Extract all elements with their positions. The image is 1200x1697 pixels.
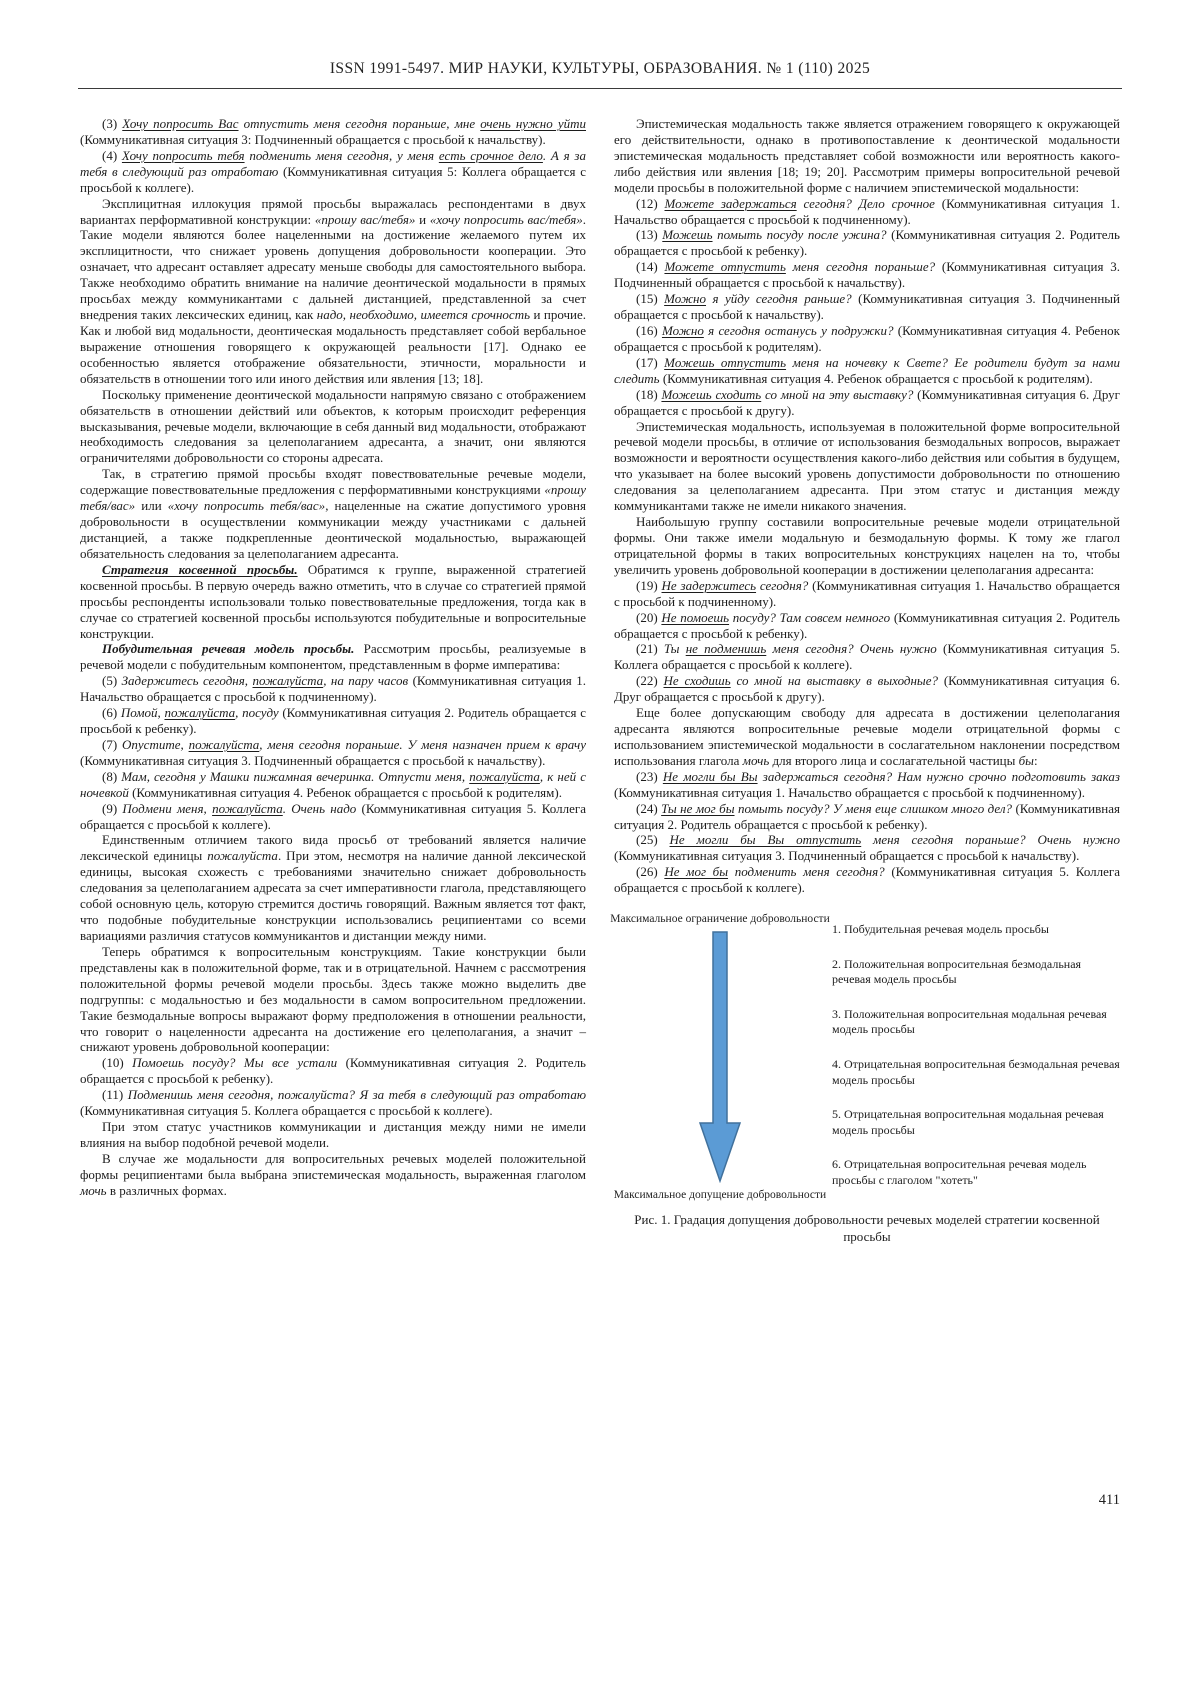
text-run: помыть посуду после ужина?: [712, 227, 887, 243]
text-run: Не могли бы Вы отпустить: [669, 832, 862, 848]
text-run: Задержитесь сегодня,: [121, 673, 253, 689]
text-run: мочь: [80, 1182, 107, 1198]
text-run: (Коммуникативная ситуация 2. Родитель обращается с просьбой к ребенку).: [614, 800, 1120, 832]
text-run: (16): [636, 322, 662, 338]
paragraph: [614, 832, 1120, 864]
text-run: (Коммуникативная ситуация 3. Подчиненный обращается с просьбой к начальству).: [80, 752, 546, 768]
text-run: Поскольку применение деонтической модальности напрямую связано с отображением обязательств в отношении действий или объектов, к которым происходит референция высказывания, речевые модели, включающие в себя данный вид модальности, отображают необходимость следования за целеполаганием адресанта, а значит, они являются ограничителями добровольности со стороны адресата.: [80, 386, 586, 466]
text-run: Стратегия косвенной просьбы.: [102, 561, 298, 577]
text-run: (11): [102, 1087, 128, 1103]
figure-bottom-label: Максимальное допущение добровольности: [613, 1189, 827, 1202]
paragraph: [614, 641, 1120, 673]
text-run: Можешь: [662, 227, 713, 243]
paragraph: [80, 1087, 586, 1119]
text-run: Не могли бы Вы: [662, 768, 758, 784]
paragraph: [614, 387, 1120, 419]
text-run: (20): [636, 609, 662, 625]
header-divider: [78, 88, 1122, 89]
text-run: (15): [636, 291, 665, 307]
text-run: посуду? Там совсем немного: [729, 609, 891, 625]
paragraph: [80, 1119, 586, 1151]
down-arrow-icon: [698, 931, 742, 1183]
paragraph: [80, 737, 586, 769]
text-run: (14): [636, 259, 665, 275]
figure-list-item: 4. Отрицательная вопросительная безмодальная речевая модель просьбы: [832, 1057, 1120, 1087]
paragraph: [614, 419, 1120, 515]
text-run: я сегодня останусь у подружки?: [703, 322, 894, 338]
text-run: Не сходишь: [663, 673, 731, 689]
text-run: (17): [636, 354, 665, 370]
text-run: есть срочное дело: [438, 147, 543, 163]
text-run: (Коммуникативная ситуация 2. Родитель обращается с просьбой к ребенку).: [80, 1055, 586, 1087]
text-run: Единственным отличием такого вида просьб от требований является наличие лексической единицы: [80, 832, 586, 864]
text-run: (12): [636, 195, 665, 211]
text-run: Теперь обратимся к вопросительным конструкциям. Такие конструкции были представлены как в положительной форме, так и в отрицательной. Начнем с рассмотрения положительной формы речевой модели просьбы. Здесь также можно выделить две подгруппы: с модальностью и без модальности в самом вопросительном предложении. Такие безмодальные вопросы выражают форму предположения в отношении реальности, что говорит о нацеленности адресанта на достижение его целеполагания, а значит – снижают уровень добровольной кооперации:: [80, 943, 586, 1055]
paragraph: [80, 769, 586, 801]
text-run: Можешь сходить: [661, 386, 762, 402]
text-run: Хочу попросить тебя: [121, 147, 245, 163]
figure-list: [832, 912, 1120, 1188]
text-run: (18): [636, 386, 662, 402]
text-run: (Коммуникативная ситуация 4. Ребенок обращается с просьбой к родителям).: [614, 322, 1120, 354]
text-run: мочь: [742, 752, 770, 768]
text-run: меня сегодня пораньше?: [785, 259, 936, 275]
text-run: задержаться сегодня? Нам нужно срочно подготовить заказ: [757, 768, 1120, 784]
text-run: Можете задержаться: [664, 195, 797, 211]
text-run: (Коммуникативная ситуация 3. Подчиненный обращается с просьбой к начальству).: [614, 291, 1120, 323]
text-run: (Коммуникативная ситуация 3. Подчиненный обращается с просьбой к начальству).: [614, 259, 1120, 291]
text-run: со мной на выставку в выходные?: [730, 673, 939, 689]
paragraph: [614, 673, 1120, 705]
text-run: подменить меня сегодня, у меня: [244, 147, 439, 163]
text-run: (Коммуникативная ситуация 4. Ребенок обращается с просьбой к родителям).: [128, 784, 562, 800]
text-run: . А я за тебя в следующий раз отработаю: [80, 147, 586, 179]
text-run: надо, необходимо, имеется срочность: [316, 307, 530, 323]
text-run: для второго лица и сослагательной частицы: [769, 752, 1019, 768]
text-run: Мам, сегодня у Машки пижамная вечеринка. Отпусти меня,: [121, 768, 470, 784]
text-run: пожалуйста: [252, 673, 324, 689]
text-run: меня сегодня? Очень нужно: [766, 641, 937, 657]
figure-list-item: 2. Положительная вопросительная безмодальная речевая модель просьбы: [832, 956, 1082, 987]
right-column: [610, 116, 1121, 1245]
text-run: , к ней с ночевкой: [80, 768, 586, 800]
text-run: (5): [102, 673, 122, 689]
text-run: (26): [636, 864, 665, 880]
paragraph: [80, 705, 586, 737]
text-run: (Коммуникативная ситуация 4. Ребенок обращается с просьбой к родителям).: [659, 370, 1093, 386]
figure-list-item: 6. Отрицательная вопросительная речевая модель просьбы с глаголом "хотеть": [832, 1157, 1087, 1187]
text-run: (9): [102, 800, 123, 816]
paragraph: [614, 578, 1120, 610]
text-run: Не задержитесь: [661, 577, 757, 593]
paragraph: [80, 944, 586, 1055]
page-content: [80, 116, 1120, 1245]
paragraph: [614, 769, 1120, 801]
text-run: (Коммуникативная ситуация 2. Родитель обращается с просьбой к ребенку).: [80, 705, 586, 737]
text-run: пожалуйста: [469, 768, 540, 784]
text-run: (Коммуникативная ситуация 2. Родитель обращается с просьбой к ребенку).: [614, 609, 1120, 641]
text-run: Рассмотрим просьбы, реализуемые в речевой модели с побудительным компонентом, представленным в форме императива:: [80, 641, 586, 673]
paragraph: [614, 259, 1120, 291]
text-run: Эксплицитная иллокуция прямой просьбы выражалась респондентами в двух вариантах перформативной конструкции:: [80, 195, 586, 227]
text-run: Ты не мог бы: [661, 800, 735, 816]
paragraph: [80, 116, 586, 148]
text-run: (23): [636, 768, 663, 784]
text-run: «прошу тебя/вас»: [80, 482, 586, 514]
text-run: со мной на эту выставку?: [761, 386, 914, 402]
figure-top-label: Максимальное ограничение добровольности: [610, 913, 830, 926]
text-run: «хочу попросить вас/тебя»: [429, 211, 583, 227]
text-run: «прошу вас/тебя»: [314, 211, 416, 227]
text-run: Так, в стратегию прямой просьбы входят повествовательные речевые модели, содержащие повествовательные предложения с перформативными конструкциями: [80, 466, 586, 498]
text-run: (10): [102, 1055, 133, 1071]
figure-1: [610, 912, 1120, 1202]
figure-caption: Рис. 1. Градация допущения добровольности речевых моделей стратегии косвенной просьбы: [634, 1212, 1100, 1244]
figure-arrow-stack: [610, 912, 830, 1202]
text-run: помыть посуду? У меня еще слишком много дел?: [734, 800, 1013, 816]
figure-list-item: 3. Положительная вопросительная модальная речевая модель просьбы: [832, 1007, 1107, 1037]
text-run: я уйду сегодня раньше?: [706, 291, 852, 307]
text-run: бы: [1018, 752, 1034, 768]
paragraph: [614, 610, 1120, 642]
text-run: (Коммуникативная ситуация 5. Коллега обращается с просьбой к коллеге).: [614, 864, 1120, 896]
text-run: Не мог бы: [664, 864, 729, 880]
paragraph: [80, 1151, 586, 1199]
text-run: , посуду: [235, 705, 279, 721]
text-run: (Коммуникативная ситуация 5. Коллега обращается с просьбой к коллеге).: [614, 641, 1120, 673]
text-run: Можете отпустить: [664, 259, 786, 275]
text-run: . Такие модели являются более нацеленными на достижение желаемого путем их эксплицитности, что снижает уровень допущения добровольности кооперации. Это означает, что адресант оставляет адресату меньше свободы для самостоятельного выбора. Также необходимо обратить внимание на наличие деонтической модальности в прямых просьбах между коммуникантами с дальней дистанцией, представленной за счет внедрения таких лексических единиц, как: [80, 211, 586, 323]
text-run: (Коммуникативная ситуация 5. Коллега обращается с просьбой к коллеге).: [80, 800, 586, 832]
text-run: пожалуйста: [207, 848, 278, 864]
text-run: не подменишь: [685, 641, 767, 657]
text-run: подменить меня сегодня?: [728, 864, 885, 880]
paragraph: [80, 466, 586, 562]
text-run: Еще более допускающим свободу для адресата в достижении целеполагания адресанта являются вопросительные речевые модели отрицательной формы с использованием эпистемической модальности в сослагательном наклонении посредством использования глагола: [614, 705, 1120, 768]
text-run: пожалуйста: [212, 800, 283, 816]
paragraph: [614, 864, 1120, 896]
text-run: меня сегодня пораньше? Очень нужно: [861, 832, 1120, 848]
text-run: «хочу попросить тебя/вас»: [167, 498, 326, 514]
text-run: (Коммуникативная ситуация 5. Коллега обращается с просьбой к коллеге).: [80, 1103, 493, 1119]
text-run: . При этом, несмотря на наличие данной лексической единицы, высокая схожесть с требованиями значительно снижает добровольность следования за целеполаганием адресата за счет императивности глагола, представляющего собой основную цель, которую стремится достичь говорящий. Важным является тот факт, что подобные побудительные конструкции использовались реципиентами со всеми вариациями различия статусов коммуникантов и дистанции между ними.: [80, 848, 586, 944]
text-run: (Коммуникативная ситуация 1. Начальство обращается с просьбой к подчиненному).: [614, 577, 1120, 609]
paragraph: [614, 705, 1120, 769]
text-run: При этом статус участников коммуникации и дистанция между ними не имели влияния на выбор подобной речевой модели.: [80, 1119, 586, 1150]
text-run: в различных формах.: [106, 1182, 227, 1198]
text-run: (Коммуникативная ситуация 2. Родитель обращается с просьбой к ребенку).: [614, 227, 1120, 259]
text-run: , меня сегодня пораньше. У меня назначен прием к врачу: [259, 736, 586, 752]
text-run: (22): [636, 673, 664, 689]
text-run: (3): [102, 116, 123, 131]
journal-header: ISSN 1991-5497. МИР НАУКИ, КУЛЬТУРЫ, ОБРАЗОВАНИЯ. № 1 (110) 2025: [329, 60, 871, 77]
text-run: , нацеленные на сжатие допустимого уровня добровольности в осуществлении коммуникации между участниками с дальней дистанцией, а также подкрепленные деонтической модальностью, выражающей обязательность следования за целеполаганием адресанта.: [80, 498, 586, 561]
text-run: Можно: [661, 322, 704, 338]
figure-list-item: 1. Побудительная речевая модель просьбы: [832, 922, 1049, 937]
paragraph: [80, 148, 586, 196]
text-run: и: [415, 211, 430, 227]
paragraph: [80, 641, 586, 673]
paragraph: [614, 291, 1120, 323]
text-run: , на пару часов: [323, 673, 409, 689]
text-run: Хочу попросить Вас: [122, 116, 239, 131]
paragraph: [80, 801, 586, 833]
text-run: (Коммуникативная ситуация 1. Начальство обращается с просьбой к подчиненному).: [80, 673, 586, 705]
text-run: Можешь отпустить: [664, 354, 787, 370]
paragraph: [614, 514, 1120, 578]
text-run: (8): [102, 768, 122, 784]
text-run: сегодня? Дело срочное: [796, 195, 935, 211]
text-run: или: [135, 498, 168, 514]
text-run: и прочие. Как и любой вид модальности, деонтическая модальность представляет собой вербальное выражение отношения говорящего к окружающей реальности [17]. Однако ее особенностью является отображение обязательности, этичности, моральности и обязательств в отношении того или иного действия или явления [13; 18].: [80, 307, 586, 386]
text-run: (19): [636, 577, 662, 593]
text-run: Помой,: [120, 705, 165, 721]
text-run: (Коммуникативная ситуация 3. Подчиненный обращается с просьбой к начальству).: [614, 848, 1080, 864]
text-run: Подменишь меня сегодня, пожалуйста? Я за тебя в следующий раз отработаю: [127, 1087, 586, 1103]
text-run: Наибольшую группу составили вопросительные речевые модели отрицательной формы. Они также имели модальную и безмодальную формы. К тому же глагол отрицательной формы в таких вопросительных конструкциях нацелен на то, чтобы увеличить уровень добровольной кооперации в достижении целеполагания адресанта:: [614, 514, 1120, 577]
paragraph: [80, 196, 586, 387]
text-run: Опустите,: [122, 736, 189, 752]
text-run: Можно: [664, 291, 707, 307]
paragraph: [80, 832, 586, 943]
text-run: Эпистемическая модальность также является отражением говорящего к окружающей его действительности, однако в противопоставление к деонтической модальности эпистемическая модальность представляет собой возможности или вероятность какого-либо действия или явления [18; 19; 20]. Рассмотрим примеры вопросительной речевой модели просьбы в положительной форме с наличием эпистемической модальности:: [614, 116, 1120, 195]
paragraph: [614, 196, 1120, 228]
text-run: Помоешь посуду? Мы все устали: [132, 1055, 338, 1071]
paragraph: [614, 227, 1120, 259]
text-run: сегодня?: [756, 577, 809, 593]
figure-list-item: 5. Отрицательная вопросительная модальная речевая модель просьбы: [832, 1107, 1104, 1137]
text-run: (24): [636, 800, 662, 816]
paragraph: [614, 355, 1120, 387]
text-run: пожалуйста: [188, 736, 260, 752]
text-run: (Коммуникативная ситуация 6. Друг обращается с просьбой к другу).: [614, 386, 1121, 418]
text-run: (Коммуникативная ситуация 1. Начальство обращается с просьбой к подчиненному).: [614, 195, 1120, 227]
paragraph: [614, 116, 1120, 196]
paragraph: [614, 801, 1120, 833]
text-run: (Коммуникативная ситуация 1. Начальство обращается с просьбой к подчиненному).: [614, 784, 1086, 800]
text-run: (6): [102, 705, 121, 721]
text-run: (4): [102, 147, 122, 163]
text-run: меня на ночевку к Свете? Ее родители будут за нами следить: [614, 354, 1120, 386]
text-run: (25): [636, 832, 670, 848]
text-run: В случае же модальности для вопросительных речевых моделей положительной формы реципиентами была выбрана эпистемическая модальность, выраженная глаголом: [80, 1150, 586, 1182]
paragraph: [614, 323, 1120, 355]
text-run: (Коммуникативная ситуация 6. Друг обращается с просьбой к другу).: [614, 673, 1120, 705]
paragraph: [80, 673, 586, 705]
text-run: Подмени меня,: [122, 800, 213, 816]
text-run: Обратимся к группе, выраженной стратегией косвенной просьбы. В первую очередь важно отметить, что в случае со стратегией прямой просьбы респонденты использовали только повествовательные предложения, тогда как в случае со стратегией косвенной просьбы используются побудительные и вопросительные конструкции.: [80, 561, 586, 641]
text-run: Не помоешь: [661, 609, 730, 625]
text-run: отпустить меня сегодня пораньше, мне: [238, 116, 481, 131]
text-run: (Коммуникативная ситуация 3: Подчиненный обращается с просьбой к начальству).: [80, 131, 546, 147]
text-run: :: [1033, 752, 1038, 768]
paragraph: [80, 562, 586, 642]
paragraph: [80, 1055, 586, 1087]
text-run: (21): [636, 641, 664, 657]
text-run: Ты: [663, 641, 686, 657]
left-column: [80, 116, 586, 1245]
text-run: Побудительная речевая модель просьбы.: [102, 641, 355, 657]
text-run: (Коммуникативная ситуация 5: Коллега обращается с просьбой к коллеге).: [80, 163, 586, 195]
text-run: (13): [636, 227, 663, 243]
paragraph: [80, 387, 586, 467]
page-number: 411: [1098, 1492, 1120, 1508]
text-run: (7): [102, 736, 123, 752]
text-run: Эпистемическая модальность, используемая в положительной форме вопросительной речевой модели просьбы, в отличие от использования безмодальных вопросов, выражает возможности и вероятности осуществления какого-либо действия или события в будущем, что указывает на более высокий уровень допустимости добровольности по отношению следования за целеполаганием адресанта. При этом статус и дистанция между коммуникантами также не имели никакого значения.: [614, 418, 1120, 514]
text-run: пожалуйста: [164, 705, 236, 721]
text-run: . Очень надо: [282, 800, 357, 816]
text-run: очень нужно уйти: [480, 116, 586, 131]
right-column-text: [614, 116, 1120, 896]
